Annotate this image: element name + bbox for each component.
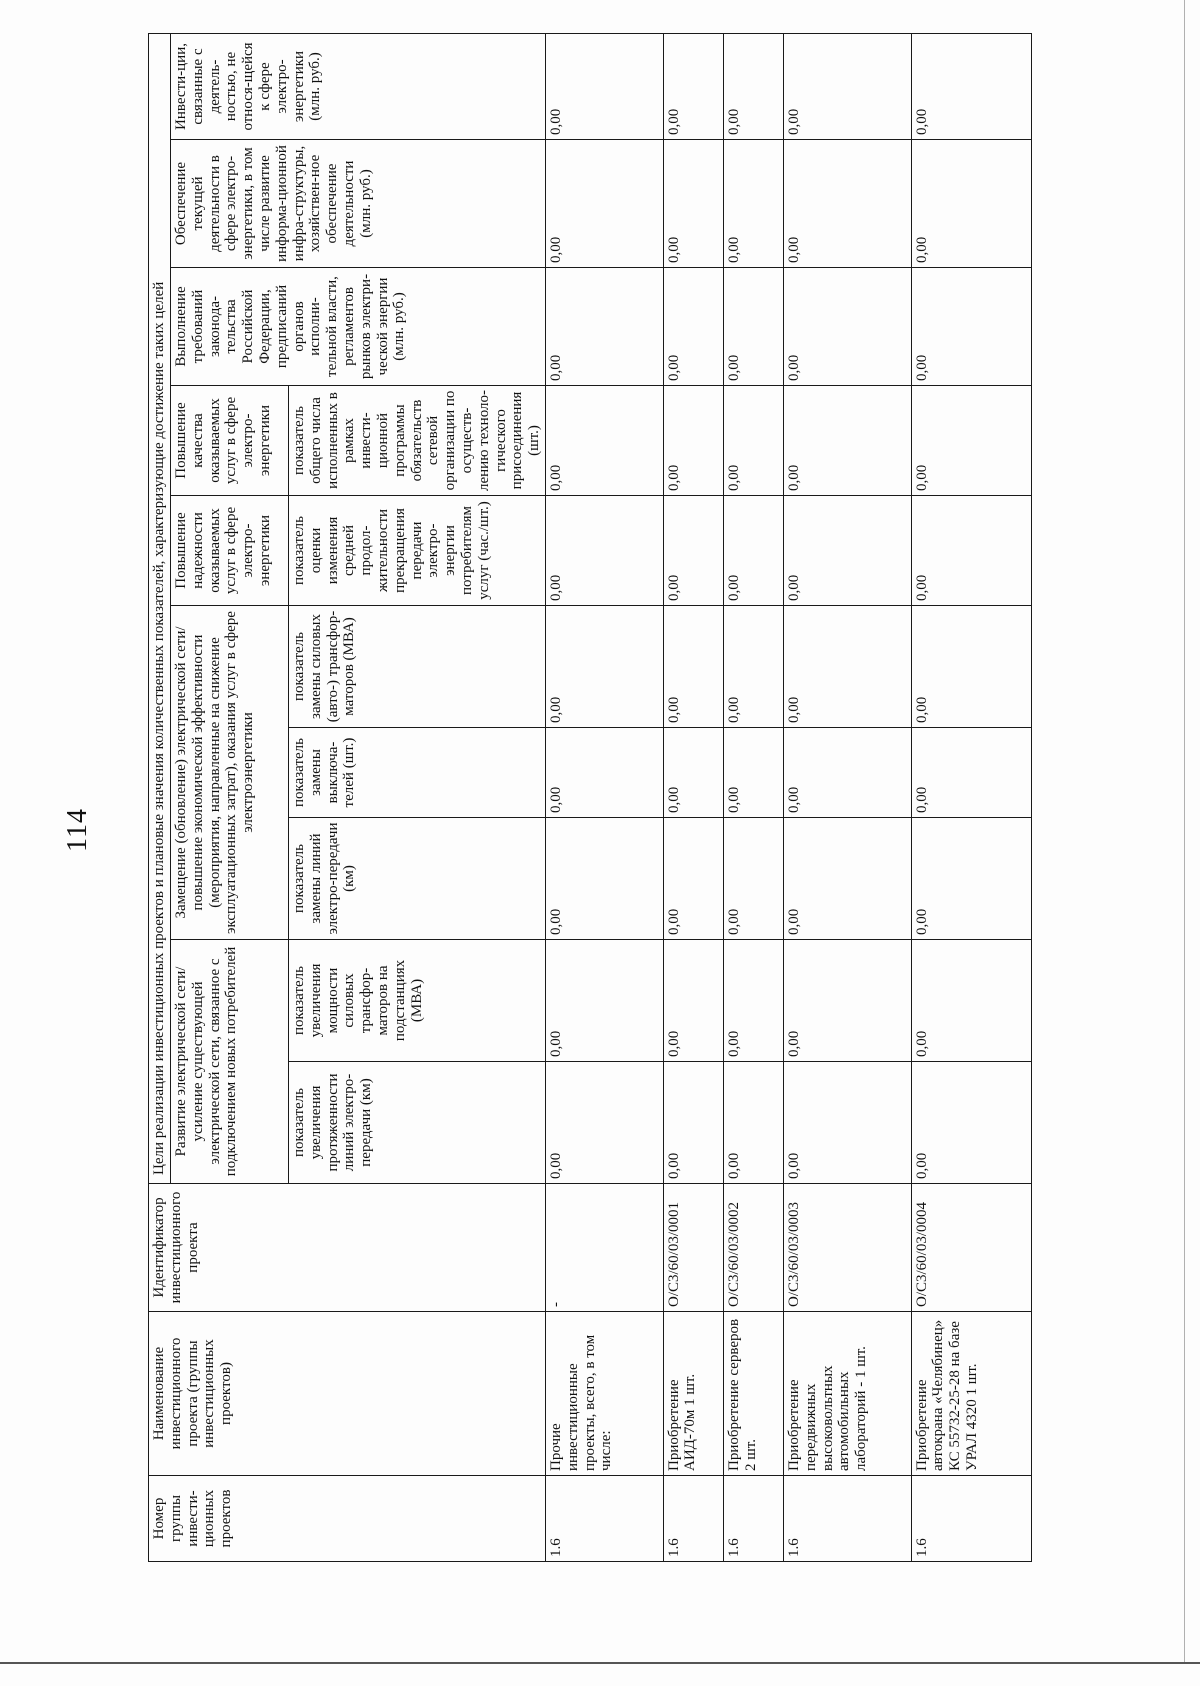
- cell-value: 0,00: [783, 606, 911, 728]
- page-number: 114: [62, 808, 93, 852]
- header-rep-breakers: показатель замены выключа-телей (шт.): [289, 728, 546, 818]
- header-legal-requirements: Выполнение требований законода-тельства Российской Федерации, предписаний органов исполни-тельной власти, регламентов рынков электри-ческой энергии (млн. руб.): [171, 268, 546, 386]
- cell-project-name: Прочие инвестиционные проекты, всего, в том числе:: [545, 1312, 663, 1476]
- table-row: [663, 33, 723, 1561]
- cell-value: 0,00: [545, 818, 663, 940]
- cell-value: 0,00: [663, 940, 723, 1062]
- cell-value: 0,00: [663, 818, 723, 940]
- cell-project-name: Приобретение серверов 2 шт.: [723, 1312, 783, 1476]
- cell-value: 0,00: [911, 606, 1031, 728]
- cell-value: 0,00: [663, 140, 723, 268]
- cell-value: 0,00: [783, 33, 911, 139]
- cell-value: 0,00: [911, 728, 1031, 818]
- header-reliability: Повышение надежности оказываемых услуг в сфере электро-энергетики: [171, 496, 289, 606]
- cell-value: 0,00: [663, 33, 723, 139]
- cell-value: 0,00: [723, 818, 783, 940]
- header-dev-lines: показатель увеличения протяженности линий электро-передачи (км): [289, 1062, 546, 1184]
- cell-value: 0,00: [911, 940, 1031, 1062]
- cell-group-number: 1.6: [663, 1476, 723, 1562]
- cell-value: 0,00: [783, 140, 911, 268]
- cell-project-name: Приобретение АИД-70м 1 шт.: [663, 1312, 723, 1476]
- cell-value: 0,00: [723, 728, 783, 818]
- investment-table-rotated: [148, 34, 1032, 1562]
- cell-value: 0,00: [663, 496, 723, 606]
- cell-value: 0,00: [783, 728, 911, 818]
- header-other-investments: Инвести-ции, связанные с деятель-ностью, не относя-щейся к сфере электро-энергетики (млн. руб.): [171, 33, 546, 139]
- cell-value: 0,00: [545, 496, 663, 606]
- cell-value: 0,00: [545, 140, 663, 268]
- cell-value: 0,00: [911, 33, 1031, 139]
- header-reliability-indicator: показатель оценки изменения средней продол-жительности прекращения передачи электро-энергии потребителям услуг (час./шт.): [289, 496, 546, 606]
- header-current-operations: Обеспечение текущей деятельности в сфере электро-энергетики, в том числе развитие информа-ционной инфра-структуры, хозяйствен-ное обеспечение деятельности (млн. руб.): [171, 140, 546, 268]
- header-identifier: Идентификатор инвестиционного проекта: [149, 1184, 546, 1312]
- cell-value: 0,00: [911, 496, 1031, 606]
- cell-value: 0,00: [783, 496, 911, 606]
- header-replacement: Замещение (обновление) электрической сети/повышение экономической эффективности (мероприятия, направленные на снижение эксплуатационных затрат), оказания услуг в сфере электроэнергетики: [171, 606, 289, 940]
- cell-value: 0,00: [783, 818, 911, 940]
- cell-project-name: Приобретение передвижных высоковольтных автомобильных лабораторий - 1 шт.: [783, 1312, 911, 1476]
- cell-value: 0,00: [663, 386, 723, 496]
- cell-value: 0,00: [911, 268, 1031, 386]
- header-dev-transformers: показатель увеличения мощности силовых трансфор-маторов на подстанциях (МВА): [289, 940, 546, 1062]
- cell-value: 0,00: [545, 728, 663, 818]
- cell-project-name: Приобретение автокрана «Челябинец» КС 55732-25-28 на базе УРАЛ 4320 1 шт.: [911, 1312, 1031, 1476]
- cell-value: 0,00: [663, 606, 723, 728]
- cell-value: 0,00: [783, 386, 911, 496]
- cell-value: 0,00: [723, 940, 783, 1062]
- cell-value: 0,00: [723, 33, 783, 139]
- cell-value: 0,00: [545, 268, 663, 386]
- cell-value: 0,00: [723, 140, 783, 268]
- table-row: [723, 33, 783, 1561]
- cell-group-number: 1.6: [723, 1476, 783, 1562]
- cell-value: 0,00: [545, 940, 663, 1062]
- cell-identifier: О/С3/60/03/0004: [911, 1184, 1031, 1312]
- header-quality-indicator: показатель общего числа исполненных в рамках инвести-ционной программы обязательств сетевой организации по осуществ-лению техноло-гического присоединения (шт.): [289, 386, 546, 496]
- header-rep-transformers: показатель замены силовых (авто-) трансфор-маторов (МВА): [289, 606, 546, 728]
- table-row: [545, 33, 663, 1561]
- cell-value: 0,00: [723, 386, 783, 496]
- cell-value: 0,00: [545, 606, 663, 728]
- table-row: [783, 33, 911, 1561]
- investment-goals-table: [148, 33, 1032, 1562]
- cell-value: 0,00: [783, 268, 911, 386]
- table-row: [911, 33, 1031, 1561]
- page-edge-right: [1184, 0, 1185, 1662]
- cell-value: 0,00: [723, 268, 783, 386]
- cell-identifier: О/С3/60/03/0001: [663, 1184, 723, 1312]
- cell-group-number: 1.6: [545, 1476, 663, 1562]
- header-development: Развитие электрической сети/усиление существующей электрической сети, связанное с подключением новых потребителей: [171, 940, 289, 1184]
- cell-value: 0,00: [911, 1062, 1031, 1184]
- cell-value: 0,00: [663, 728, 723, 818]
- header-project-name: Наименование инвестиционного проекта (группы инвестиционных проектов): [149, 1312, 546, 1476]
- cell-value: 0,00: [723, 496, 783, 606]
- cell-value: 0,00: [663, 1062, 723, 1184]
- cell-value: 0,00: [723, 1062, 783, 1184]
- cell-value: 0,00: [545, 386, 663, 496]
- header-group-number: Номер группы инвести-ционных проектов: [149, 1476, 546, 1562]
- header-goals: Цели реализации инвестиционных проектов и плановые значения количественных показателей, характеризующие достижение таких целей: [149, 33, 171, 1183]
- cell-value: 0,00: [783, 1062, 911, 1184]
- cell-group-number: 1.6: [911, 1476, 1031, 1562]
- table-body: [545, 33, 1031, 1561]
- cell-value: 0,00: [911, 386, 1031, 496]
- cell-value: 0,00: [545, 33, 663, 139]
- cell-value: 0,00: [663, 268, 723, 386]
- cell-value: 0,00: [545, 1062, 663, 1184]
- page-edge-bottom: [0, 1662, 1200, 1664]
- cell-value: 0,00: [911, 140, 1031, 268]
- cell-group-number: 1.6: [783, 1476, 911, 1562]
- cell-identifier: -: [545, 1184, 663, 1312]
- header-quality: Повышение качества оказываемых услуг в сфере электро-энергетики: [171, 386, 289, 496]
- header-rep-lines: показатель замены линий электро-передачи (км): [289, 818, 546, 940]
- cell-value: 0,00: [911, 818, 1031, 940]
- cell-identifier: О/С3/60/03/0003: [783, 1184, 911, 1312]
- cell-value: 0,00: [783, 940, 911, 1062]
- cell-identifier: О/С3/60/03/0002: [723, 1184, 783, 1312]
- cell-value: 0,00: [723, 606, 783, 728]
